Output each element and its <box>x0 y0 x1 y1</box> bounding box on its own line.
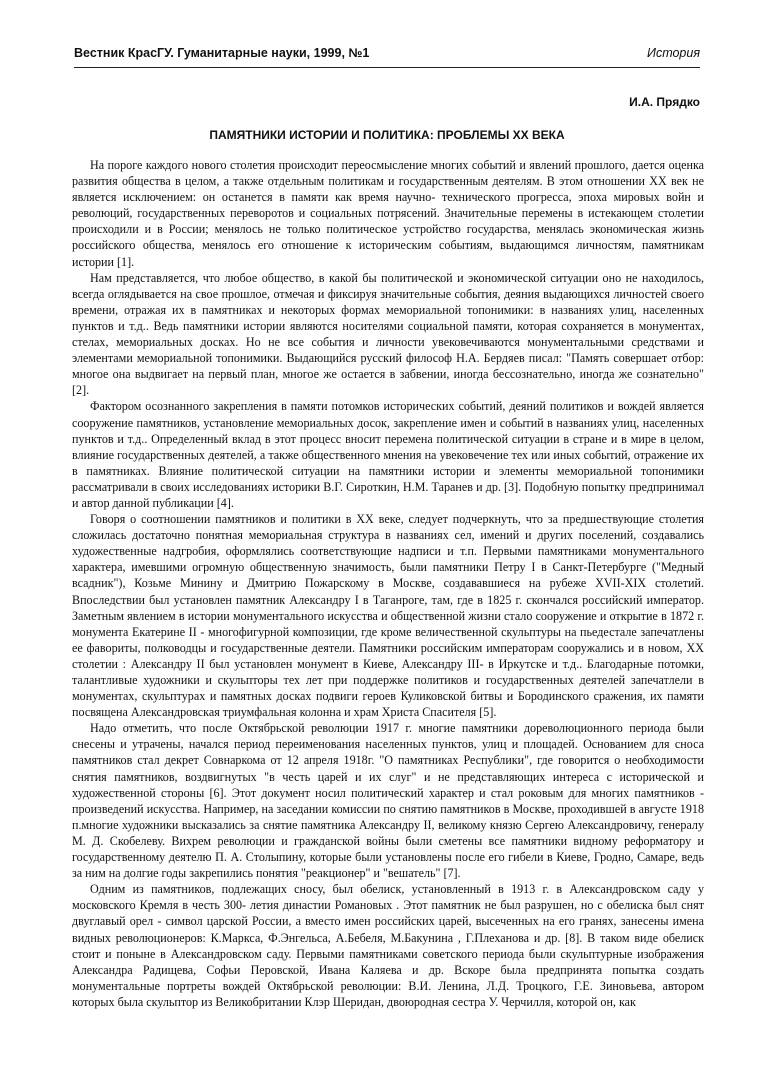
paragraph: Нам представляется, что любое общество, в какой бы политической и экономической ситуации оно не находилось, всегда оглядывается на свое прошлое, отмечая и фиксируя значительные события, деяния выдающихся личностей своего времени, отражая их в памятниках и некоторых формах мемориальной топонимики: в названиях улиц, населенных пунктов и т.д.. Ведь памятники истории являются носителями социальной памяти, которая сохраняется в монументах, стелах, мемориальных досках. Но не все события и личности увековечиваются монументальными средствами и элементами мемориальной топонимики. Выдающийся русский философ Н.А. Бердяев писал: "Память совершает отбор: многое она выдвигает на первый план, многое же остается в забвении, иногда бессознательно, иногда же сознательно" [2]. <box>72 270 704 398</box>
running-header <box>74 46 700 66</box>
section-name: История <box>647 46 700 60</box>
paragraph: Фактором осознанного закрепления в памяти потомков исторических событий, деяний политиков и вождей является сооружение памятников, установление мемориальных досок, закрепление имен и событий в названиях улиц, населенных пунктов и т.д.. Определенный вклад в этот процесс вносит перемена политической ситуации в стране и в мире в целом, влияние государственных деятелей, а также общественного мнения на увековечение тех или иных событий, отражение их в памятниках. Влияние политической ситуации на памятники истории и элементы мемориальной топонимики рассматривали в своих исследованиях историки В.Г. Сироткин, Н.М. Таранев и др. [3]. Подобную попытку предпринимал и автор данной публикации [4]. <box>72 399 704 510</box>
header-divider <box>74 67 700 68</box>
article-title: ПАМЯТНИКИ ИСТОРИИ И ПОЛИТИКА: ПРОБЛЕМЫ XX ВЕКА <box>209 128 565 142</box>
article-body <box>72 157 704 1057</box>
paragraph: Говоря о соотношении памятников и политики в XX веке, следует подчеркнуть, что за предшествующие столетия сложилась достаточно понятная мемориальная структура в названиях сел, имений и других поселений, создавались художественные надгробия, оформлялись соответствующие надписи и т.п. Первыми памятниками монументального характера, имевшими огромную общественную значимость, были памятники Петру I в Санкт-Петербурге ("Медный всадник"), Козьме Минину и Дмитрию Пожарскому в Москве, создававшиеся на рубеже XVII-XIX столетий. Впоследствии был установлен памятник Александру I в Таганроге, там, где в 1825 г. скончался российский император. Заметным явлением в истории монументального искусства и общественной жизни стало сооружение и открытие в 1872 г. монумента Екатерине II - многофигурной композиции, где кроме величественной скульптуры на пьедестале запечатлены ее фавориты, полководцы и государственные деятели. Памятники российским императорам сооружались и в новом, XX столетии : Александру II был установлен монумент в Киеве, Александру III- в Иркутске и т.д.. Благодарные потомки, талантливые художники и скульпторы тех лет при поддержке политиков и государственных деятелей запечатлели в монументах, скульптурах и памятных досках подвиги героев Куликовской битвы и Бородинского сражения, их памяти посвящена Александровская триумфальная колонна и храм Христа Спасителя [5]. <box>72 512 704 720</box>
paragraph: Надо отметить, что после Октябрьской революции 1917 г. многие памятники дореволюционного периода были снесены и утрачены, начался период переименования населенных пунктов, улиц и площадей. Основанием для сноса памятников стал декрет Совнаркома от 12 апреля 1918г. "О памятниках Республики", где говорится о необходимости снятия памятников, воздвигнутых "в честь царей и их слуг" и не представляющих интереса с исторической и художественной стороны [6]. Этот документ носил политический характер и стал роковым для многих памятников - произведений искусства. Например, на заседании комиссии по снятию памятников в Москве, проходившей в августе 1918 п.многие художники высказались за снятие памятника Александру II, великому князю Сергею Александровичу, генералу М. Д. Скобелеву. Вихрем революции и гражданской войны были сметены все памятники видному реформатору и государственному деятелю П. А. Столыпину, которые были установлены после его гибели в Киеве, Гродно, Самаре, ведь за ним на долгие годы закрепились понятия "реакционер" и "вешатель" [7]. <box>72 721 704 881</box>
journal-title: Вестник КрасГУ. Гуманитарные науки, 1999, №1 <box>74 46 370 60</box>
article-author: И.А. Прядко <box>629 95 700 109</box>
paragraph: На пороге каждого нового столетия происходит переосмысление многих событий и явлений прошлого, дается оценка развития общества в целом, а также отдельным политикам и государственным деятелям. В этом отношении XX век не является исключением: он останется в памяти как время научно- технического прогресса, эпоха мировых войн и революций, государственных переворотов и социальных потрясений. Значительные перемены в истекающем столетии происходили и в России; менялось не только политическое устройство государства, менялась экономическая жизнь российского общества, менялось его отношение к историческим событиям, выдающимся личностям, памятникам истории [1]. <box>72 158 704 269</box>
paragraph: Одним из памятников, подлежащих сносу, был обелиск, установленный в 1913 г. в Александровском саду у московского Кремля в честь 300- летия династии Романовых . Этот памятник не был разрушен, но с обелиска был снят двуглавый орел - символ царской России, а вместо имен российских царей, высеченных на его гранях, занесены имена видных революционеров: К.Маркса, Ф.Энгельса, А.Бебеля, М.Бакунина , Г.Плеханова и др. [8]. В таком виде обелиск стоит и поныне в Александровском саду. Первыми памятниками советского периода были скульптурные изображения Александра Радищева, Софьи Перовской, Ивана Каляева и др. Вскоре была предпринята попытка создать монументальные портреты вождей Октябрьской революции: В.И. Ленина, Л.Д. Троцкого, Г.Е. Зиновьева, автором которых была скульптор из Великобритании Клэр Шеридан, двоюродная сестра У. Черчилля, которой он, как <box>72 882 704 1009</box>
